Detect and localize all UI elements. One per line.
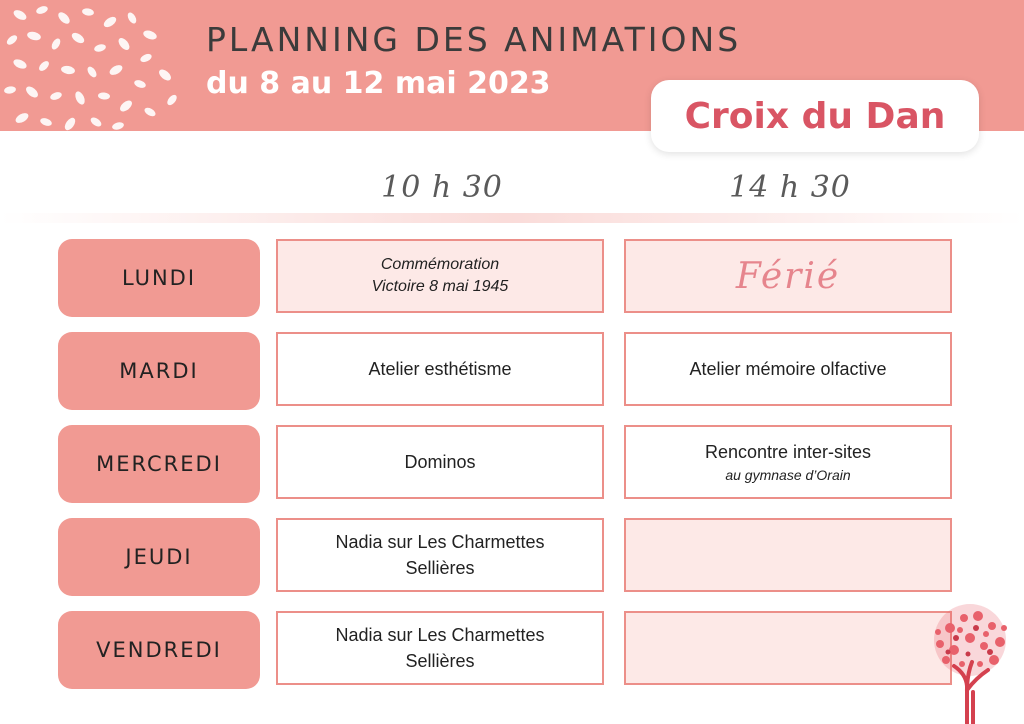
activity-cell-vendredi-afternoon <box>624 611 952 685</box>
day-label-jeudi: JEUDI <box>58 518 260 596</box>
activity-text: Nadia sur Les Charmettes <box>335 625 545 645</box>
divider <box>0 213 1024 223</box>
day-label-lundi: LUNDI <box>58 239 260 317</box>
activity-cell-mercredi-afternoon <box>624 425 952 499</box>
time-header-afternoon: 14 h 30 <box>729 170 851 205</box>
activity-text: Rencontre inter-sites <box>704 442 872 462</box>
leaf-cluster-icon <box>0 0 200 131</box>
page-title: PLANNING DES ANIMATIONS <box>206 20 742 59</box>
holiday-label: Férié <box>735 255 841 297</box>
day-label-vendredi: VENDREDI <box>58 611 260 689</box>
activity-text: Commémoration <box>380 256 500 273</box>
activity-cell-mardi-afternoon <box>624 332 952 406</box>
activity-cell-jeudi-afternoon <box>624 518 952 592</box>
activity-cell-vendredi-morning <box>276 611 604 685</box>
activity-cell-mardi-morning <box>276 332 604 406</box>
activity-subtext: au gymnase d’Orain <box>725 467 851 483</box>
activity-subtext: Sellières <box>405 651 475 671</box>
activity-text: Atelier esthétisme <box>368 359 512 379</box>
activity-cell-lundi-afternoon <box>624 239 952 313</box>
day-label-mardi: MARDI <box>58 332 260 410</box>
activity-cell-lundi-morning <box>276 239 604 313</box>
activity-subtext: Victoire 8 mai 1945 <box>371 278 509 295</box>
activity-text: Nadia sur Les Charmettes <box>335 532 545 552</box>
date-range: du 8 au 12 mai 2023 <box>206 66 551 101</box>
activity-subtext: Sellières <box>405 558 475 578</box>
heart-tree-icon <box>920 598 1020 724</box>
activity-text: Atelier mémoire olfactive <box>689 359 887 379</box>
activity-text: Dominos <box>404 452 476 472</box>
activity-cell-jeudi-morning <box>276 518 604 592</box>
site-name: Croix du Dan <box>684 95 946 137</box>
site-tab <box>651 80 979 152</box>
time-header-morning: 10 h 30 <box>381 170 503 205</box>
activity-cell-mercredi-morning <box>276 425 604 499</box>
day-label-mercredi: MERCREDI <box>58 425 260 503</box>
